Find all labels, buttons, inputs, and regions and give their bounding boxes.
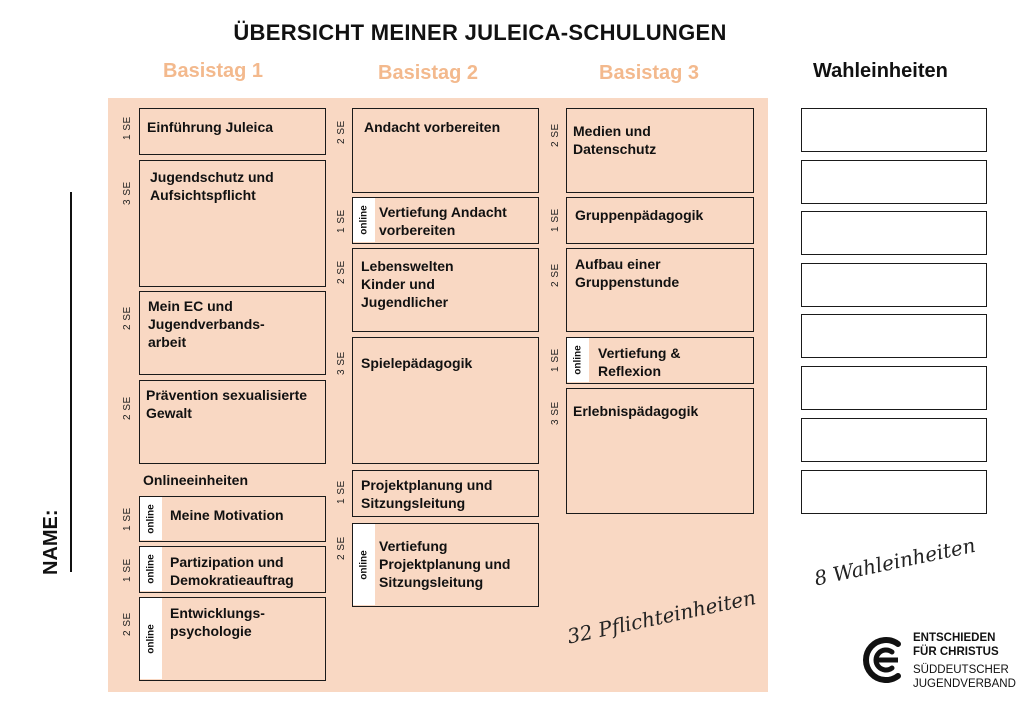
- se-count: 2 SE: [336, 260, 347, 284]
- online-tag: [353, 524, 375, 605]
- online-tag: [140, 547, 162, 591]
- unit-label: Meine Motivation: [170, 507, 284, 523]
- online-tag-label: online: [358, 205, 370, 235]
- unit-label: Vertiefung Projektplanung und Sitzungsleitung: [379, 538, 511, 590]
- se-count: 1 SE: [122, 558, 133, 582]
- unit-box-online[interactable]: [352, 523, 539, 607]
- se-count: 2 SE: [336, 536, 347, 560]
- logo-line1: ENTSCHIEDEN: [913, 632, 996, 644]
- se-count: 1 SE: [122, 116, 133, 140]
- se-count: 1 SE: [550, 208, 561, 232]
- basistag2-heading: Basistag 2: [378, 62, 479, 84]
- onlineeinheiten-heading: Onlineeinheiten: [143, 472, 249, 488]
- online-tag-label: online: [572, 345, 584, 375]
- unit-label: Aufbau einer Gruppenstunde: [575, 256, 680, 290]
- unit-box[interactable]: [139, 380, 326, 464]
- online-tag: [567, 338, 589, 382]
- wahl-box[interactable]: [801, 211, 987, 255]
- online-tag: [353, 198, 375, 242]
- wahl-box[interactable]: [801, 470, 987, 514]
- unit-label: Projektplanung und Sitzungsleitung: [361, 477, 493, 511]
- unit-box-online[interactable]: [139, 496, 326, 542]
- online-tag-label: online: [145, 623, 157, 654]
- unit-box[interactable]: [566, 108, 754, 193]
- unit-label: Andacht vorbereiten: [364, 119, 501, 135]
- wahl-box[interactable]: [801, 366, 987, 410]
- wahl-note: 8 Wahleinheiten: [812, 532, 978, 591]
- wahl-box[interactable]: [801, 263, 987, 307]
- se-count: 2 SE: [550, 123, 561, 147]
- ec-logo-icon: [862, 636, 908, 684]
- unit-label: Lebenswelten Kinder und Jugendlicher: [361, 258, 454, 310]
- unit-box[interactable]: [352, 248, 539, 332]
- unit-box[interactable]: [352, 108, 539, 193]
- online-tag-label: online: [145, 554, 157, 584]
- se-count: 3 SE: [122, 181, 133, 205]
- online-tag-label: online: [145, 503, 157, 534]
- unit-label: Entwicklungs-psychologie: [170, 605, 265, 639]
- se-count: 2 SE: [122, 306, 133, 330]
- unit-label: Gruppenpädagogik: [575, 207, 704, 223]
- unit-box[interactable]: [566, 388, 754, 514]
- se-count: 1 SE: [336, 209, 347, 233]
- pflicht-note: 32 Pflichteinheiten: [565, 585, 758, 649]
- unit-label: Vertiefung Andacht vorbereiten: [379, 204, 507, 238]
- unit-box[interactable]: [352, 470, 539, 517]
- logo-line2: FÜR CHRISTUS: [913, 646, 999, 658]
- unit-label: Prävention sexualisierte Gewalt: [146, 387, 308, 421]
- unit-box[interactable]: [352, 337, 539, 464]
- unit-box-online[interactable]: [352, 197, 539, 244]
- unit-box-online[interactable]: [139, 597, 326, 681]
- se-count: 3 SE: [550, 401, 561, 425]
- unit-label: Mein EC und Jugendverbands-arbeit: [148, 298, 265, 350]
- se-count: 2 SE: [550, 263, 561, 287]
- unit-label: Jugendschutz und Aufsichtspflicht: [150, 169, 274, 203]
- basistag1-heading: Basistag 1: [163, 60, 264, 82]
- unit-label: Medien und Datenschutz: [573, 123, 657, 157]
- unit-box[interactable]: [139, 160, 326, 287]
- se-count: 3 SE: [336, 351, 347, 375]
- se-count: 1 SE: [336, 480, 347, 504]
- se-count: 2 SE: [336, 120, 347, 144]
- basistag3-heading: Basistag 3: [599, 62, 700, 84]
- unit-label: Spielepädagogik: [361, 355, 473, 371]
- logo-line3: SÜDDEUTSCHER: [913, 664, 1009, 676]
- se-count: 1 SE: [122, 507, 133, 531]
- unit-label: Erlebnispädagogik: [573, 403, 699, 419]
- wahleinheiten-heading: Wahleinheiten: [813, 60, 948, 82]
- se-count: 2 SE: [122, 612, 133, 636]
- wahl-box[interactable]: [801, 108, 987, 152]
- logo-line4: JUGENDVERBAND: [913, 678, 1016, 690]
- unit-box[interactable]: [139, 291, 326, 375]
- unit-box[interactable]: [139, 108, 326, 155]
- unit-label: Vertiefung & Reflexion: [598, 345, 681, 379]
- unit-label: Einführung Juleica: [147, 119, 274, 135]
- name-line[interactable]: [70, 192, 72, 572]
- se-count: 1 SE: [550, 348, 561, 372]
- wahl-box[interactable]: [801, 418, 987, 462]
- unit-box-online[interactable]: [139, 546, 326, 593]
- se-count: 2 SE: [122, 396, 133, 420]
- unit-label: Partizipation und Demokratieauftrag: [170, 554, 294, 588]
- page-title: ÜBERSICHT MEINER JULEICA-SCHULUNGEN: [233, 20, 727, 45]
- name-label: NAME:: [40, 509, 62, 575]
- online-tag: [140, 497, 162, 540]
- unit-box-online[interactable]: [566, 337, 754, 384]
- wahl-box[interactable]: [801, 314, 987, 358]
- unit-box[interactable]: [566, 197, 754, 244]
- wahl-box[interactable]: [801, 160, 987, 204]
- online-tag-label: online: [358, 549, 370, 580]
- unit-box[interactable]: [566, 248, 754, 332]
- online-tag: [140, 598, 162, 679]
